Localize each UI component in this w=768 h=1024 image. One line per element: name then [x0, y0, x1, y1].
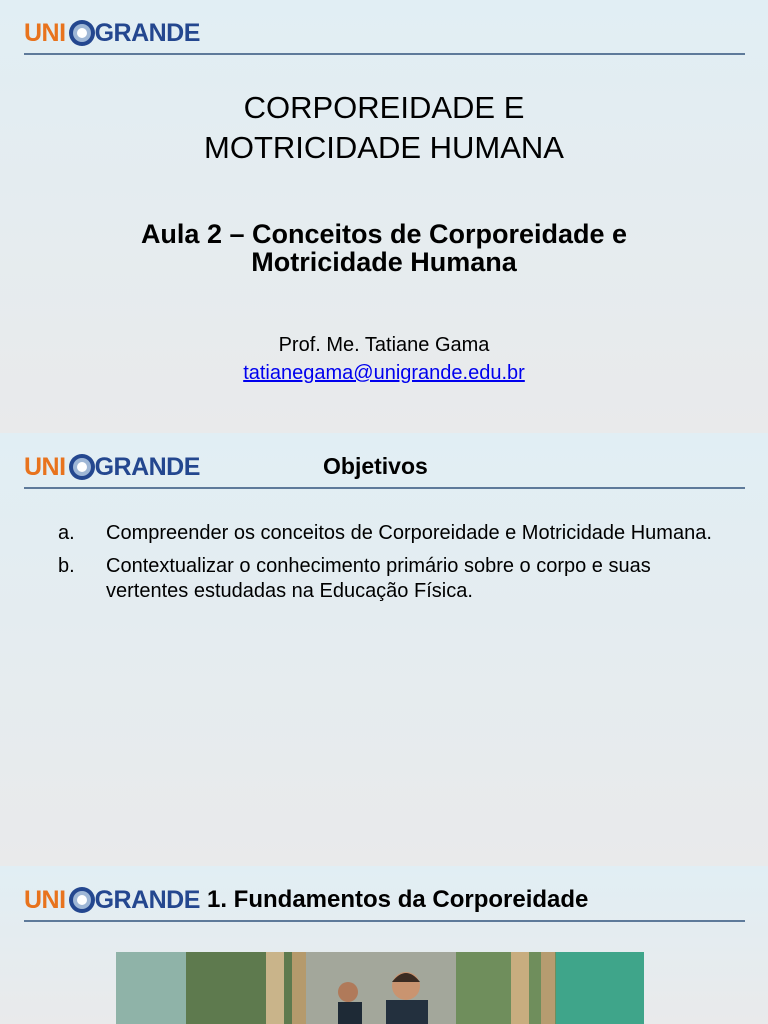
email-link[interactable]: tatianegama@unigrande.edu.br	[243, 362, 525, 384]
slide-fundamentals	[0, 866, 768, 1024]
slide-title	[0, 0, 768, 433]
header-divider	[24, 53, 745, 55]
list-text: Compreender os conceitos de Corporeidade e Motricidade Humana.	[106, 522, 712, 544]
seal-icon	[67, 885, 97, 915]
header-divider	[24, 920, 745, 922]
professor-name: Prof. Me. Tatiane Gama	[278, 334, 490, 356]
seal-icon	[67, 452, 97, 482]
slide-objectives	[0, 433, 768, 866]
list-item	[58, 554, 738, 604]
slide-heading: 1. Fundamentos da Corporeidade	[207, 886, 589, 913]
list-marker: b.	[58, 555, 75, 577]
unigrande-logo: UNI GRANDE	[24, 452, 200, 481]
children-playing-photo	[116, 952, 644, 1024]
course-title: CORPOREIDADE E MOTRICIDADE HUMANA	[204, 90, 564, 165]
objectives-list	[58, 521, 738, 612]
unigrande-logo: UNI GRANDE	[24, 18, 200, 47]
list-item	[58, 521, 738, 546]
list-marker: a.	[58, 522, 75, 544]
unigrande-logo: UNI GRANDE	[24, 885, 200, 914]
slide-heading: Objetivos	[323, 453, 428, 479]
seal-icon	[67, 18, 97, 48]
email-container	[0, 362, 768, 385]
header-divider	[24, 487, 745, 489]
lesson-subtitle: Aula 2 – Conceitos de Corporeidade e Motricidade Humana	[140, 219, 628, 277]
list-text: Contextualizar o conhecimento primário sobre o corpo e suas vertentes estudadas na Educação Física.	[106, 555, 651, 602]
